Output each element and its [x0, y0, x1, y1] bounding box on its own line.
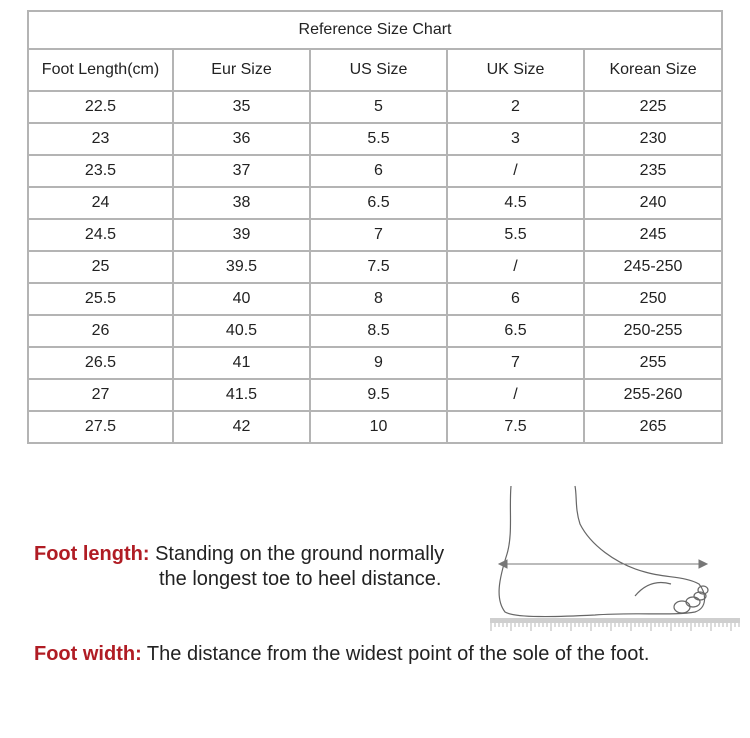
cell-us-size: 8 — [310, 283, 447, 315]
table-row — [28, 379, 722, 411]
foot-measurement-illustration — [485, 484, 740, 634]
table-row — [28, 283, 722, 315]
cell-us-size: 7 — [310, 219, 447, 251]
table-row — [28, 315, 722, 347]
cell-foot-length: 25.5 — [28, 283, 173, 315]
cell-eur-size: 35 — [173, 91, 310, 123]
cell-uk-size: 4.5 — [447, 187, 584, 219]
cell-korean-size: 230 — [584, 123, 722, 155]
cell-uk-size: 6 — [447, 283, 584, 315]
table-row — [28, 219, 722, 251]
cell-foot-length: 25 — [28, 251, 173, 283]
foot-length-text-line1: Standing on the ground normally — [149, 543, 445, 565]
cell-korean-size: 245 — [584, 219, 722, 251]
cell-eur-size: 42 — [173, 411, 310, 443]
cell-eur-size: 41.5 — [173, 379, 310, 411]
table-row — [28, 187, 722, 219]
foot-width-note — [34, 643, 649, 666]
cell-korean-size: 240 — [584, 187, 722, 219]
cell-korean-size: 255-260 — [584, 379, 722, 411]
cell-us-size: 6 — [310, 155, 447, 187]
cell-korean-size: 255 — [584, 347, 722, 379]
table-row — [28, 91, 722, 123]
cell-uk-size: 5.5 — [447, 219, 584, 251]
cell-us-size: 5.5 — [310, 123, 447, 155]
table-row — [28, 347, 722, 379]
table-row — [28, 251, 722, 283]
measuring-ruler — [490, 618, 740, 631]
cell-foot-length: 24 — [28, 187, 173, 219]
foot-width-label: Foot width: — [34, 643, 142, 665]
cell-us-size: 10 — [310, 411, 447, 443]
table-title: Reference Size Chart — [28, 11, 722, 49]
cell-uk-size: 3 — [447, 123, 584, 155]
cell-foot-length: 24.5 — [28, 219, 173, 251]
cell-eur-size: 40.5 — [173, 315, 310, 347]
cell-korean-size: 235 — [584, 155, 722, 187]
cell-uk-size: / — [447, 379, 584, 411]
cell-foot-length: 27 — [28, 379, 173, 411]
cell-uk-size: / — [447, 251, 584, 283]
table-row — [28, 411, 722, 443]
cell-uk-size: 7.5 — [447, 411, 584, 443]
cell-eur-size: 39.5 — [173, 251, 310, 283]
cell-eur-size: 37 — [173, 155, 310, 187]
cell-us-size: 9 — [310, 347, 447, 379]
cell-uk-size: 7 — [447, 347, 584, 379]
cell-foot-length: 22.5 — [28, 91, 173, 123]
cell-korean-size: 250-255 — [584, 315, 722, 347]
cell-eur-size: 38 — [173, 187, 310, 219]
foot-outline — [499, 486, 708, 617]
cell-foot-length: 26 — [28, 315, 173, 347]
cell-eur-size: 39 — [173, 219, 310, 251]
cell-korean-size: 225 — [584, 91, 722, 123]
foot-width-text: The distance from the widest point of the sole of the foot. — [141, 643, 650, 665]
cell-foot-length: 26.5 — [28, 347, 173, 379]
cell-us-size: 6.5 — [310, 187, 447, 219]
table-header-row — [28, 49, 722, 91]
cell-korean-size: 245-250 — [584, 251, 722, 283]
cell-uk-size: / — [447, 155, 584, 187]
column-header-uk-size: UK Size — [447, 49, 584, 91]
cell-korean-size: 265 — [584, 411, 722, 443]
foot-length-text-line2: the longest toe to heel distance. — [159, 568, 442, 590]
table-body — [28, 91, 722, 443]
length-arrow — [499, 560, 707, 568]
cell-foot-length: 23 — [28, 123, 173, 155]
cell-eur-size: 41 — [173, 347, 310, 379]
cell-eur-size: 40 — [173, 283, 310, 315]
column-header-foot-length: Foot Length(cm) — [28, 49, 173, 91]
cell-foot-length: 23.5 — [28, 155, 173, 187]
column-header-eur-size: Eur Size — [173, 49, 310, 91]
cell-us-size: 8.5 — [310, 315, 447, 347]
size-chart-table — [27, 10, 723, 444]
table-row — [28, 155, 722, 187]
column-header-us-size: US Size — [310, 49, 447, 91]
table-row — [28, 123, 722, 155]
cell-us-size: 5 — [310, 91, 447, 123]
cell-foot-length: 27.5 — [28, 411, 173, 443]
foot-length-label: Foot length: — [34, 543, 150, 565]
table-title-row — [28, 11, 722, 49]
cell-us-size: 7.5 — [310, 251, 447, 283]
cell-eur-size: 36 — [173, 123, 310, 155]
cell-uk-size: 2 — [447, 91, 584, 123]
foot-length-note — [34, 543, 444, 566]
cell-uk-size: 6.5 — [447, 315, 584, 347]
cell-korean-size: 250 — [584, 283, 722, 315]
column-header-korean-size: Korean Size — [584, 49, 722, 91]
cell-us-size: 9.5 — [310, 379, 447, 411]
